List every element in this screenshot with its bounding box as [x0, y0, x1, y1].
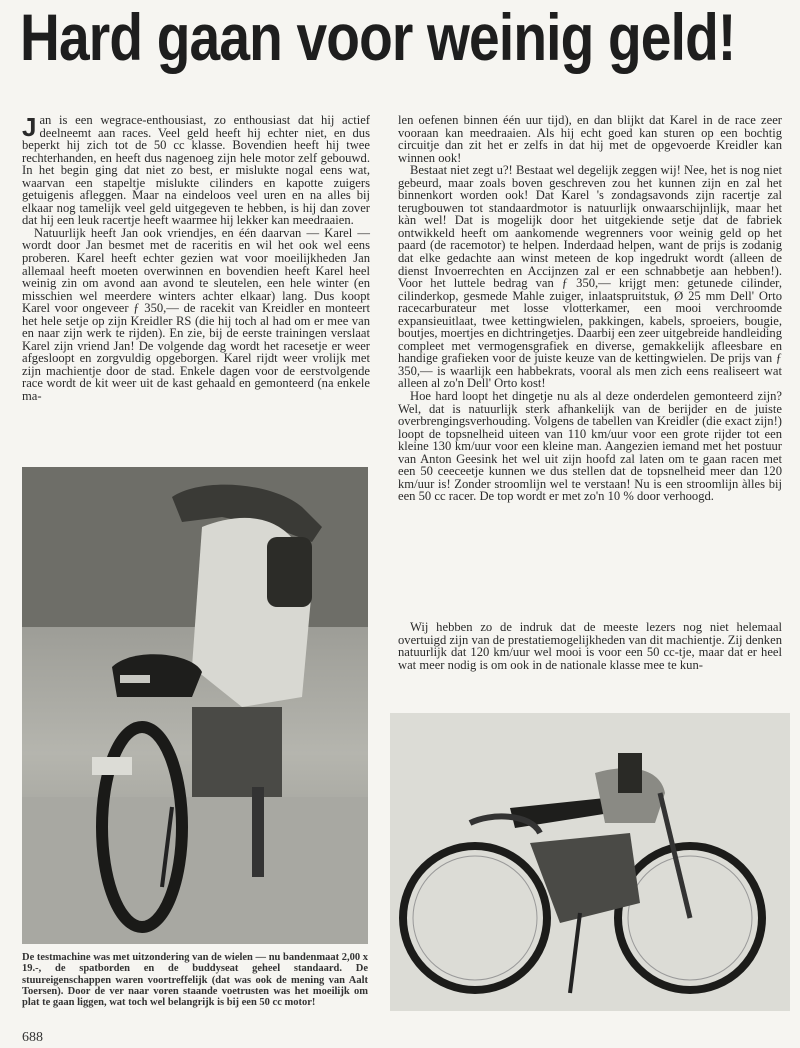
article-title: Hard gaan voor weinig geld!	[20, 0, 736, 74]
paragraph: Wij hebben zo de indruk dat de meeste lezers nog niet helemaal overtuigd zijn van de prestatiemogelijkheden van dit machientje. Zij denken natuurlijk dat 120 km/uur wel mooi is voor een 50 cc-tje, maar dat er heel wat meer nodig is om ook in de nationale klasse mee te kun-	[398, 620, 782, 672]
drop-cap: J	[22, 112, 37, 142]
motorcycle-photo-side-view	[390, 713, 790, 1011]
motorcycle-photo-rear-view	[22, 467, 368, 944]
right-column-continued	[398, 621, 782, 671]
paragraph-text: an is een wegrace-enthousiast, zo enthousiast dat hij actief deelneemt aan races. Veel geld heeft hij echter niet, en dus beperkt hij zich tot de 50 cc klasse. Bovendien heeft hij twee rechterhanden, en heeft dus nagenoeg zijn hele motor zelf gebouwd. In het begin ging dat niet zo best, er mislukte nogal eens wat, waarvan een stapeltje mislukte cilinders en kapotte zuigers getuigenis afleggen. Maar na eindeloos veel uren en na alles bij elkaar nog tamelijk veel geld uitgegeven te hebben, is hij dan zover dat hij een leuk racertje heeft waarmee hij lekker kan meedraaien.	[22, 113, 370, 228]
paragraph: len oefenen binnen één uur tijd), en dan blijkt dat Karel in de race zeer vooraan kan meedraaien. Als hij echt goed kan sturen op een bochtig circuitje dan zit het er zelfs in dat hij met de opgevoerde Kreidler kan winnen ook!	[398, 113, 782, 165]
page-number: 688	[22, 1030, 43, 1045]
photo-caption: De testmachine was met uitzondering van de wielen — nu bandenmaat 2,00 x 19.-, de spatborden en de buddyseat geheel standaard. De stuureigenschappen waren voortreffelijk (dat was ook de mening van Aalt Toersen). Door de ver naar voren staande voetrusten was het moeilijk om plat te gaan liggen, wat toch wel belangrijk is bij een 50 cc motor!	[22, 952, 368, 1009]
paragraph	[22, 114, 370, 227]
paragraph: Bestaat niet zegt u?! Bestaat wel degelijk zeggen wij! Nee, het is nog niet gebeurd, maar zoals boven geschreven zou het kunnen zijn en zal het binnenkort worden ook! Dat Karel 's zondagsavonds zijn racertje zal terugbouwen tot standaardmotor is natuurlijk onwaarschijnlijk, maar het kàn wel! Dat is mogelijk door het uitgekiende setje dat de fabriek ontwikkeld heeft om aankomende wegrenners voor weinig geld op het paard (de racemotor) te helpen. Inderdaad helpen, want de prijs is zodanig dat elke gedachte aan winst meteen de kop ingedrukt wordt (alleen de dienst Invoerrechten en Accijnzen zal er een schnabbetje aan hebben!). Voor het luttele bedrag van ƒ 350,— krijgt men: getunede cilinder, cilinderkop, gesmede Mahle zuiger, inlaatspruitstuk, Ø 25 mm Dell' Orto racecarburateur met losse vlotterkamer, een mooi verchroomde expansieuitlaat, twee kettingwielen, pakkingen, kabels, sproeiers, bougie, boutjes, moertjes en dichtringetjes. Daarbij een zeer uitgebreide handleiding compleet met vermogensgrafiek en diverse, gemakkelijk afleesbare en handige grafieken voor de juiste keuze van de kettingwielen. De prijs van ƒ 350,— is waarlijk een habbekrats, vooral als men zich eens realiseert wat alleen al zo'n Dell' Orto kost!	[398, 163, 782, 391]
left-column	[22, 114, 370, 403]
paragraph: Natuurlijk heeft Jan ook vriendjes, en één daarvan — Karel — wordt door Jan besmet met de raceritis en wil het ook wel eens proberen. Karel heeft echter gezien wat voor moeilijkheden Jan allemaal heeft moeten overwinnen en bovendien heeft Karel heel weinig zin om avond aan avond te sleutelen, een hele winter (en misschien wel meerdere winters achter elkaar) lang. Dus koopt Karel voor ongeveer ƒ 350,— de racekit van Kreidler en monteert het hele setje op zijn Kreidler RS (die hij toch al had om er mee van en naar zijn werk te rijden). En zie, bij de eerste trainingen verslaat Karel zijn vriend Jan! De volgende dag wordt het racesetje er weer afgesloopt en zorgvuldig opgeborgen. Karel rijdt weer vrolijk met zijn machientje door de stad. Enkele dagen voor de eerstvolgende race wordt de kit weer uit de kast gehaald en gemonteerd (na enkele ma-	[22, 225, 370, 404]
right-column	[398, 114, 782, 503]
paragraph: Hoe hard loopt het dingetje nu als al deze onderdelen gemonteerd zijn? Wel, dat is natuurlijk sterk afhankelijk van de berijder en de juiste overbrengingsverhouding. Volgens de tabellen van Kreidler (die exact zijn!) loopt de topsnelheid uiteen van 110 km/uur voor een grote rijder tot een kleine 130 km/uur voor een kleine man. Aangezien iemand met het postuur van Anton Geesink het wel uit zijn hoofd zal laten om te gaan racen met een 50 ceeceetje kunnen we dus stellen dat de topsnelheid meer dan 120 km/uur is! Zonder stroomlijn wel te verstaan! Nu is een stroomlijn àlles bij een 50 cc racer. De top wordt er met zo'n 10 % door verhoogd.	[398, 389, 782, 504]
